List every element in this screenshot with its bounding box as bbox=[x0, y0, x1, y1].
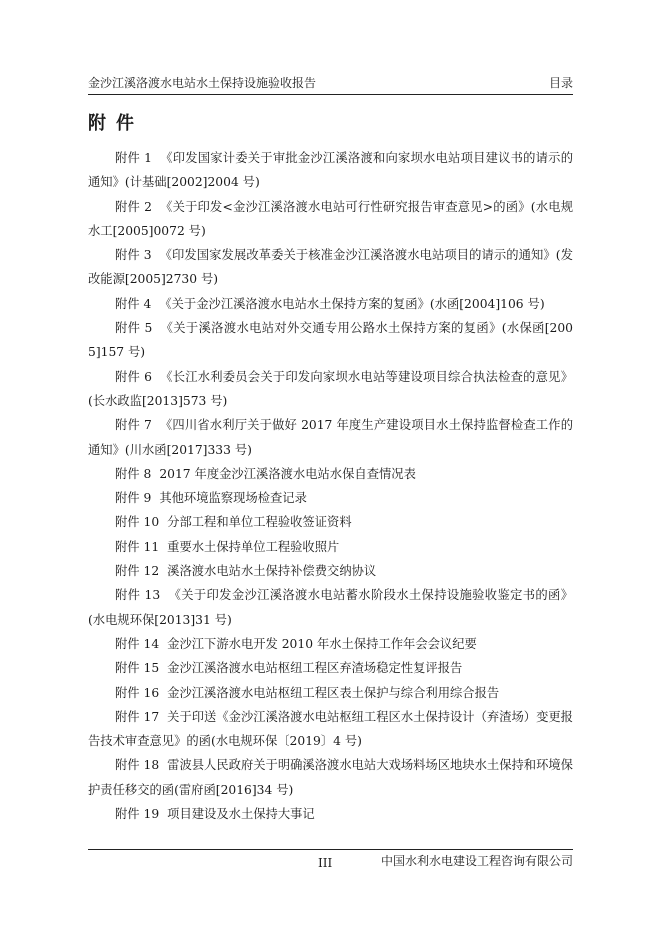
attachment-item bbox=[88, 632, 573, 656]
attachment-number: 附件 19 bbox=[115, 807, 160, 822]
attachment-item bbox=[88, 243, 573, 292]
attachment-item bbox=[88, 486, 573, 510]
attachment-title: 《印发国家计委关于审批金沙江溪洛渡和向家坝水电站项目建议书的请示的通知》(计基础[2002]2004 号) bbox=[88, 151, 573, 190]
attachment-number: 附件 18 bbox=[115, 758, 160, 773]
attachment-item bbox=[88, 365, 573, 414]
attachment-title: 溪洛渡水电站水土保持补偿费交纳协议 bbox=[167, 564, 377, 579]
company-name: 中国水利水电建设工程咨询有限公司 bbox=[380, 854, 573, 868]
attachment-number: 附件 1 bbox=[115, 151, 152, 165]
attachment-title: 《关于溪洛渡水电站对外交通专用公路水土保持方案的复函》(水保函[2005]157 号) bbox=[88, 321, 573, 360]
attachment-number: 附件 10 bbox=[115, 515, 160, 530]
attachment-number: 附件 2 bbox=[115, 199, 152, 214]
attachment-item bbox=[88, 316, 573, 365]
attachment-item bbox=[88, 146, 573, 195]
attachment-title: 项目建设及水土保持大事记 bbox=[167, 807, 315, 822]
attachment-item bbox=[88, 535, 573, 559]
attachment-title: 金沙江溪洛渡水电站枢纽工程区弃渣场稳定性复评报告 bbox=[167, 661, 463, 676]
attachment-item bbox=[88, 510, 573, 534]
attachment-title: 金沙江下游水电开发 2010 年水土保持工作年会会议纪要 bbox=[167, 636, 477, 651]
attachment-title: 《印发国家发展改革委关于核准金沙江溪洛渡水电站项目的请示的通知》(发改能源[2005]2730 号) bbox=[88, 248, 573, 287]
attachment-title: 雷波县人民政府关于明确溪洛渡水电站大戏场料场区地块水土保持和环境保护责任移交的函(雷府函[2016]34 号) bbox=[88, 758, 573, 797]
attachment-item bbox=[88, 681, 573, 705]
attachment-title: 《长江水利委员会关于印发向家坝水电站等建设项目综合执法检查的意见》(长水政监[2013]573 号) bbox=[88, 369, 573, 408]
attachment-number: 附件 16 bbox=[115, 685, 160, 700]
attachment-number: 附件 11 bbox=[115, 539, 160, 554]
attachment-number: 附件 7 bbox=[115, 418, 152, 433]
attachment-title: 《四川省水利厅关于做好 2017 年度生产建设项目水土保持监督检查工作的通知》(川水函[2017]333 号) bbox=[88, 418, 573, 457]
attachment-item bbox=[88, 292, 573, 316]
attachment-title: 《关于印发金沙江溪洛渡水电站蓄水阶段水土保持设施验收鉴定书的函》(水电规环保[2013]31 号) bbox=[88, 588, 573, 627]
attachment-number: 附件 14 bbox=[115, 636, 160, 651]
attachment-title: 2017 年度金沙江溪洛渡水电站水保自查情况表 bbox=[159, 466, 416, 481]
attachment-title: 《关于金沙江溪洛渡水电站水土保持方案的复函》(水函[2004]106 号) bbox=[159, 296, 545, 311]
section-label: 目录 bbox=[548, 76, 573, 90]
attachment-item bbox=[88, 753, 573, 802]
attachment-number: 附件 8 bbox=[115, 466, 152, 481]
attachment-item bbox=[88, 705, 573, 754]
footer-divider bbox=[88, 849, 573, 850]
page-number: III bbox=[318, 856, 333, 870]
attachment-title: 关于印送《金沙江溪洛渡水电站枢纽工程区水土保持设计（弃渣场）变更报告技术审查意见》的函(水电规环保〔2019〕4 号) bbox=[88, 709, 573, 749]
attachment-item bbox=[88, 559, 573, 583]
attachment-number: 附件 6 bbox=[115, 369, 152, 384]
attachment-title: 金沙江溪洛渡水电站枢纽工程区表土保护与综合利用综合报告 bbox=[167, 685, 500, 700]
attachment-list bbox=[88, 146, 573, 826]
attachment-title: 分部工程和单位工程验收签证资料 bbox=[167, 515, 352, 530]
attachment-item bbox=[88, 195, 573, 244]
attachment-number: 附件 15 bbox=[115, 661, 160, 676]
attachment-number: 附件 5 bbox=[115, 321, 153, 336]
attachment-item bbox=[88, 462, 573, 486]
attachment-item bbox=[88, 583, 573, 632]
attachments-heading: 附件 bbox=[88, 113, 144, 134]
page-header bbox=[88, 76, 573, 94]
attachment-title: 重要水土保持单位工程验收照片 bbox=[167, 539, 340, 554]
attachment-number: 附件 17 bbox=[115, 709, 160, 724]
attachment-number: 附件 4 bbox=[115, 296, 152, 311]
attachment-title: 其他环境监察现场检查记录 bbox=[159, 491, 307, 506]
attachment-number: 附件 13 bbox=[115, 588, 161, 603]
attachment-number: 附件 3 bbox=[115, 248, 152, 263]
attachment-title: 《关于印发<金沙江溪洛渡水电站可行性研究报告审查意见>的函》(水电规水工[2005]0072 号) bbox=[88, 199, 574, 238]
attachment-item bbox=[88, 656, 573, 680]
attachment-item bbox=[88, 413, 573, 462]
header-divider bbox=[88, 94, 573, 95]
attachment-number: 附件 9 bbox=[115, 491, 152, 506]
attachment-item bbox=[88, 802, 573, 826]
attachment-number: 附件 12 bbox=[115, 564, 160, 579]
report-title: 金沙江溪洛渡水电站水土保持设施验收报告 bbox=[88, 76, 317, 90]
